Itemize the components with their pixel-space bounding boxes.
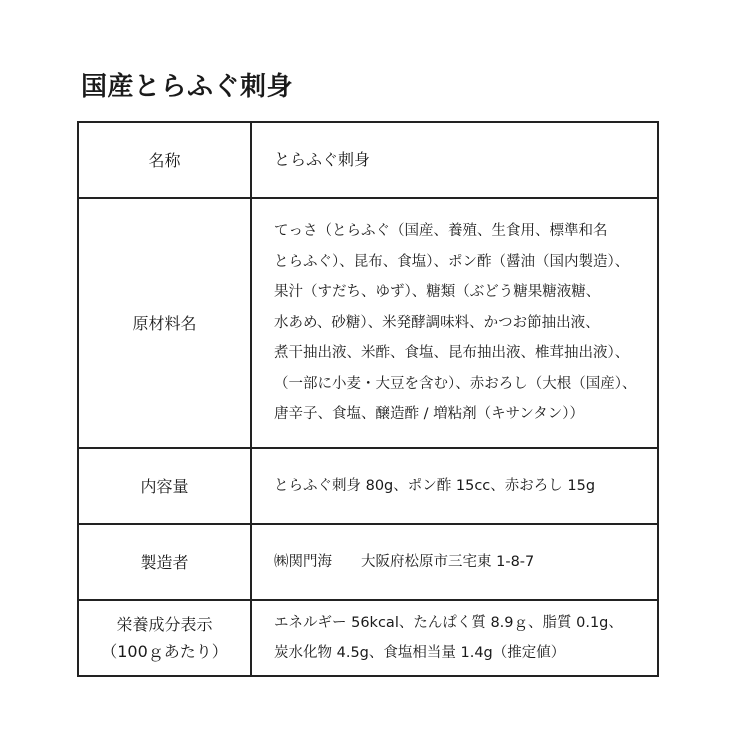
row-value [251, 448, 658, 524]
row-value-line: 水あめ、砂糖）、米発酵調味料、かつお節抽出液、 [274, 314, 600, 331]
row-value-line: てっさ（とらふぐ（国産、養殖、生食用、標準和名 [274, 223, 608, 240]
row-label [78, 198, 251, 448]
row-label [78, 600, 251, 676]
row-value-line: 炭水化物 4.5g、食塩相当量 1.4g（推定値） [274, 645, 566, 661]
row-value [251, 122, 658, 198]
row-value [251, 600, 658, 676]
table-row-manufacturer [78, 524, 658, 600]
row-value-line: 唐辛子、食塩、醸造酢 / 増粘剤（キサンタン）） [274, 406, 585, 423]
row-label-line: 製造者 [140, 552, 189, 572]
product-info-table [77, 121, 659, 677]
row-label [78, 122, 251, 198]
table-row-ingredients [78, 198, 658, 448]
row-label-line: 内容量 [140, 476, 189, 496]
row-value-line: 果汁（すだち、ゆず）、糖類（ぶどう糖果糖液糖、 [274, 284, 601, 301]
row-label [78, 524, 251, 600]
row-label-line: 原材料名 [132, 313, 197, 333]
row-value-line: とらふぐ）、昆布、食塩）、ポン酢（醤油（国内製造）、 [274, 253, 630, 270]
row-label-line: 名称 [148, 150, 181, 170]
row-value-line: エネルギー 56kcal、たんぱく質 8.9ｇ、脂質 0.1g、 [274, 614, 623, 631]
row-label-line: （100ｇあたり） [101, 642, 228, 661]
row-value-line: とらふぐ刺身 80g、ポン酢 15cc、赤おろし 15g [274, 477, 596, 494]
table-row-name [78, 122, 658, 198]
row-value-line: （一部に小麦・大豆を含む）、赤おろし（大根（国産）、 [274, 375, 637, 392]
row-value-line: とらふぐ刺身 [274, 149, 371, 169]
table-row-nutrition [78, 600, 658, 676]
page-title: 国産とらふぐ刺身 [81, 72, 294, 102]
row-value [251, 524, 658, 600]
table-row-contents [78, 448, 658, 524]
row-label [78, 448, 251, 524]
row-value [251, 198, 658, 448]
row-value-line: 煮干抽出液、米酢、食塩、昆布抽出液、椎茸抽出液）、 [274, 345, 630, 362]
row-value-line: ㈱関門海 大阪府松原市三宅東 1-8-7 [274, 553, 535, 570]
row-label-line: 栄養成分表示 [116, 615, 213, 634]
